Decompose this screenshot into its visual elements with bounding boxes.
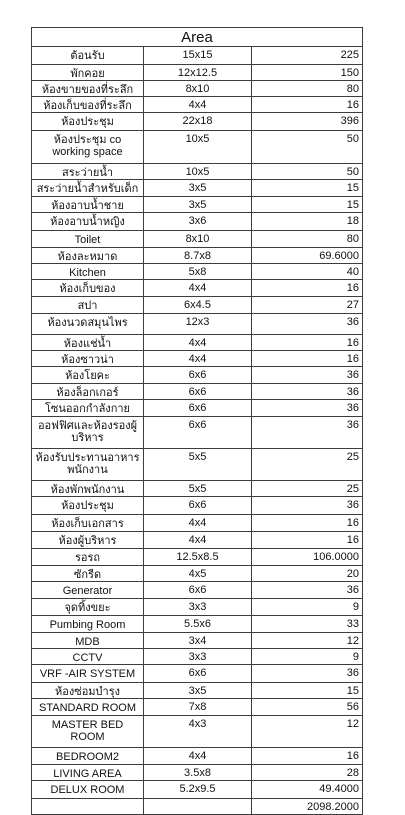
area-value-cell: 16 — [252, 335, 363, 351]
room-name-cell: CCTV — [32, 649, 144, 665]
dimension-cell: 5x5 — [144, 481, 252, 497]
room-name-cell: ห้องซาวน่า — [32, 351, 144, 367]
table-row — [32, 799, 363, 815]
area-value-cell: 36 — [252, 497, 363, 515]
area-value-cell: 16 — [252, 532, 363, 549]
room-name-cell: ซักรีด — [32, 566, 144, 582]
area-value-cell: 49.4000 — [252, 781, 363, 799]
area-value-cell: 33 — [252, 616, 363, 633]
dimension-cell — [144, 799, 252, 815]
room-name-cell: MDB — [32, 633, 144, 649]
room-name-cell: รอรถ — [32, 549, 144, 566]
dimension-cell: 10x5 — [144, 131, 252, 164]
table-row — [32, 683, 363, 699]
dimension-cell: 4x4 — [144, 335, 252, 351]
room-name-cell: ห้องอาบน้ำหญิง — [32, 213, 144, 231]
area-value-cell: 12 — [252, 633, 363, 649]
dimension-cell: 6x6 — [144, 417, 252, 449]
dimension-cell: 8x10 — [144, 231, 252, 248]
dimension-cell: 15x15 — [144, 47, 252, 65]
area-value-cell: 106.0000 — [252, 549, 363, 566]
room-name-cell: ห้องประชุม — [32, 497, 144, 515]
dimension-cell: 5x5 — [144, 449, 252, 481]
area-value-cell: 56 — [252, 699, 363, 716]
area-value-cell: 40 — [252, 264, 363, 280]
table-row — [32, 113, 363, 131]
table-row — [32, 481, 363, 497]
area-value-cell: 36 — [252, 314, 363, 335]
table-row — [32, 297, 363, 314]
room-name-cell: Toilet — [32, 231, 144, 248]
table-row — [32, 765, 363, 781]
room-name-cell: MASTER BED ROOM — [32, 716, 144, 748]
room-name-cell: ห้องล็อกเกอร์ — [32, 384, 144, 400]
dimension-cell: 4x4 — [144, 748, 252, 765]
area-value-cell: 25 — [252, 481, 363, 497]
area-value-cell: 50 — [252, 131, 363, 164]
room-name-cell: ห้องโยคะ — [32, 367, 144, 384]
table-row — [32, 449, 363, 481]
dimension-cell: 10x5 — [144, 164, 252, 180]
dimension-cell: 8x10 — [144, 81, 252, 97]
table-row — [32, 231, 363, 248]
area-value-cell: 36 — [252, 367, 363, 384]
table-row — [32, 180, 363, 197]
room-name-cell: สระว่ายน้ำสำหรับเด็ก — [32, 180, 144, 197]
table-row — [32, 264, 363, 280]
table-row — [32, 248, 363, 264]
dimension-cell: 3x5 — [144, 683, 252, 699]
dimension-cell: 6x6 — [144, 400, 252, 417]
dimension-cell: 4x5 — [144, 566, 252, 582]
room-name-cell: VRF -AIR SYSTEM — [32, 665, 144, 683]
table-row — [32, 65, 363, 81]
table-row — [32, 280, 363, 297]
area-value-cell: 36 — [252, 665, 363, 683]
dimension-cell: 3x3 — [144, 599, 252, 616]
dimension-cell: 22x18 — [144, 113, 252, 131]
area-value-cell: 396 — [252, 113, 363, 131]
dimension-cell: 4x4 — [144, 532, 252, 549]
table-row — [32, 351, 363, 367]
table-row — [32, 716, 363, 748]
room-name-cell: LIVING AREA — [32, 765, 144, 781]
room-name-cell: ห้องเก็บของที่ระลึก — [32, 97, 144, 113]
table-row — [32, 515, 363, 532]
dimension-cell: 3x5 — [144, 197, 252, 213]
area-value-cell: 25 — [252, 449, 363, 481]
area-value-cell: 27 — [252, 297, 363, 314]
dimension-cell: 12.5x8.5 — [144, 549, 252, 566]
table-row — [32, 97, 363, 113]
room-name-cell: สปา — [32, 297, 144, 314]
room-name-cell: ห้องเก็บของ — [32, 280, 144, 297]
area-value-cell: 16 — [252, 280, 363, 297]
table-row — [32, 665, 363, 683]
area-value-cell: 16 — [252, 97, 363, 113]
table-row — [32, 384, 363, 400]
dimension-cell: 6x6 — [144, 384, 252, 400]
room-name-cell: ห้องรับประทานอาหารพนักงาน — [32, 449, 144, 481]
area-value-cell: 36 — [252, 417, 363, 449]
dimension-cell: 6x6 — [144, 367, 252, 384]
room-name-cell: ห้องประชุม — [32, 113, 144, 131]
table-row — [32, 748, 363, 765]
area-value-cell: 150 — [252, 65, 363, 81]
room-name-cell: BEDROOM2 — [32, 748, 144, 765]
table-row — [32, 400, 363, 417]
room-name-cell: DELUX ROOM — [32, 781, 144, 799]
dimension-cell: 8.7x8 — [144, 248, 252, 264]
area-value-cell: 12 — [252, 716, 363, 748]
room-name-cell: STANDARD ROOM — [32, 699, 144, 716]
area-value-cell: 15 — [252, 683, 363, 699]
table-row — [32, 566, 363, 582]
room-name-cell: ห้องอาบน้ำชาย — [32, 197, 144, 213]
dimension-cell: 3x5 — [144, 180, 252, 197]
room-name-cell: ห้องนวดสมุนไพร — [32, 314, 144, 335]
room-name-cell: ออฟฟิศและห้องรองผู้บริหาร — [32, 417, 144, 449]
room-name-cell: Kitchen — [32, 264, 144, 280]
room-name-cell: Generator — [32, 582, 144, 599]
table-row — [32, 367, 363, 384]
dimension-cell: 4x4 — [144, 515, 252, 532]
area-table-sheet — [31, 27, 362, 815]
area-value-cell: 15 — [252, 197, 363, 213]
area-value-cell: 225 — [252, 47, 363, 65]
area-value-cell: 20 — [252, 566, 363, 582]
area-value-cell: 18 — [252, 213, 363, 231]
area-value-cell: 2098.2000 — [252, 799, 363, 815]
dimension-cell: 6x6 — [144, 582, 252, 599]
dimension-cell: 3x4 — [144, 633, 252, 649]
table-row — [32, 335, 363, 351]
table-title: Area — [32, 28, 363, 47]
table-row — [32, 497, 363, 515]
area-value-cell: 69.6000 — [252, 248, 363, 264]
area-value-cell: 36 — [252, 582, 363, 599]
room-name-cell: ห้องซ่อมบำรุง — [32, 683, 144, 699]
dimension-cell: 3x3 — [144, 649, 252, 665]
dimension-cell: 6x6 — [144, 497, 252, 515]
table-row — [32, 47, 363, 65]
table-row — [32, 213, 363, 231]
room-name-cell: ห้องละหมาด — [32, 248, 144, 264]
table-row — [32, 633, 363, 649]
room-name-cell: ห้องผู้บริหาร — [32, 532, 144, 549]
room-name-cell: โซนออกกำลังกาย — [32, 400, 144, 417]
table-row — [32, 582, 363, 599]
dimension-cell: 4x4 — [144, 351, 252, 367]
dimension-cell: 6x6 — [144, 665, 252, 683]
room-name-cell — [32, 799, 144, 815]
dimension-cell: 12x12.5 — [144, 65, 252, 81]
table-title-row — [32, 28, 363, 47]
dimension-cell: 5.2x9.5 — [144, 781, 252, 799]
area-value-cell: 80 — [252, 81, 363, 97]
room-name-cell: ห้องพักพนักงาน — [32, 481, 144, 497]
room-name-cell: ห้องประชุม co working space — [32, 131, 144, 164]
room-name-cell: ห้องแช่น้ำ — [32, 335, 144, 351]
table-row — [32, 314, 363, 335]
table-row — [32, 164, 363, 180]
dimension-cell: 7x8 — [144, 699, 252, 716]
dimension-cell: 4x4 — [144, 97, 252, 113]
area-value-cell: 36 — [252, 384, 363, 400]
dimension-cell: 3x6 — [144, 213, 252, 231]
table-row — [32, 417, 363, 449]
table-row — [32, 197, 363, 213]
table-row — [32, 649, 363, 665]
table-row — [32, 699, 363, 716]
dimension-cell: 6x4.5 — [144, 297, 252, 314]
table-row — [32, 81, 363, 97]
table-row — [32, 616, 363, 633]
room-name-cell: ห้องเก็บเอกสาร — [32, 515, 144, 532]
table-row — [32, 599, 363, 616]
room-name-cell: จุดทิ้งขยะ — [32, 599, 144, 616]
table-row — [32, 131, 363, 164]
dimension-cell: 4x4 — [144, 280, 252, 297]
area-value-cell: 9 — [252, 649, 363, 665]
area-value-cell: 16 — [252, 351, 363, 367]
table-row — [32, 781, 363, 799]
room-name-cell: สระว่ายน้ำ — [32, 164, 144, 180]
dimension-cell: 3.5x8 — [144, 765, 252, 781]
area-value-cell: 9 — [252, 599, 363, 616]
table-row — [32, 532, 363, 549]
room-name-cell: ต้อนรับ — [32, 47, 144, 65]
area-value-cell: 16 — [252, 748, 363, 765]
area-value-cell: 50 — [252, 164, 363, 180]
room-name-cell: Pumbing Room — [32, 616, 144, 633]
area-value-cell: 28 — [252, 765, 363, 781]
area-table — [31, 27, 363, 815]
dimension-cell: 5x8 — [144, 264, 252, 280]
area-value-cell: 36 — [252, 400, 363, 417]
area-value-cell: 16 — [252, 515, 363, 532]
area-value-cell: 15 — [252, 180, 363, 197]
room-name-cell: ห้องขายของที่ระลึก — [32, 81, 144, 97]
dimension-cell: 5.5x6 — [144, 616, 252, 633]
room-name-cell: พักคอย — [32, 65, 144, 81]
dimension-cell: 4x3 — [144, 716, 252, 748]
area-value-cell: 80 — [252, 231, 363, 248]
table-row — [32, 549, 363, 566]
dimension-cell: 12x3 — [144, 314, 252, 335]
